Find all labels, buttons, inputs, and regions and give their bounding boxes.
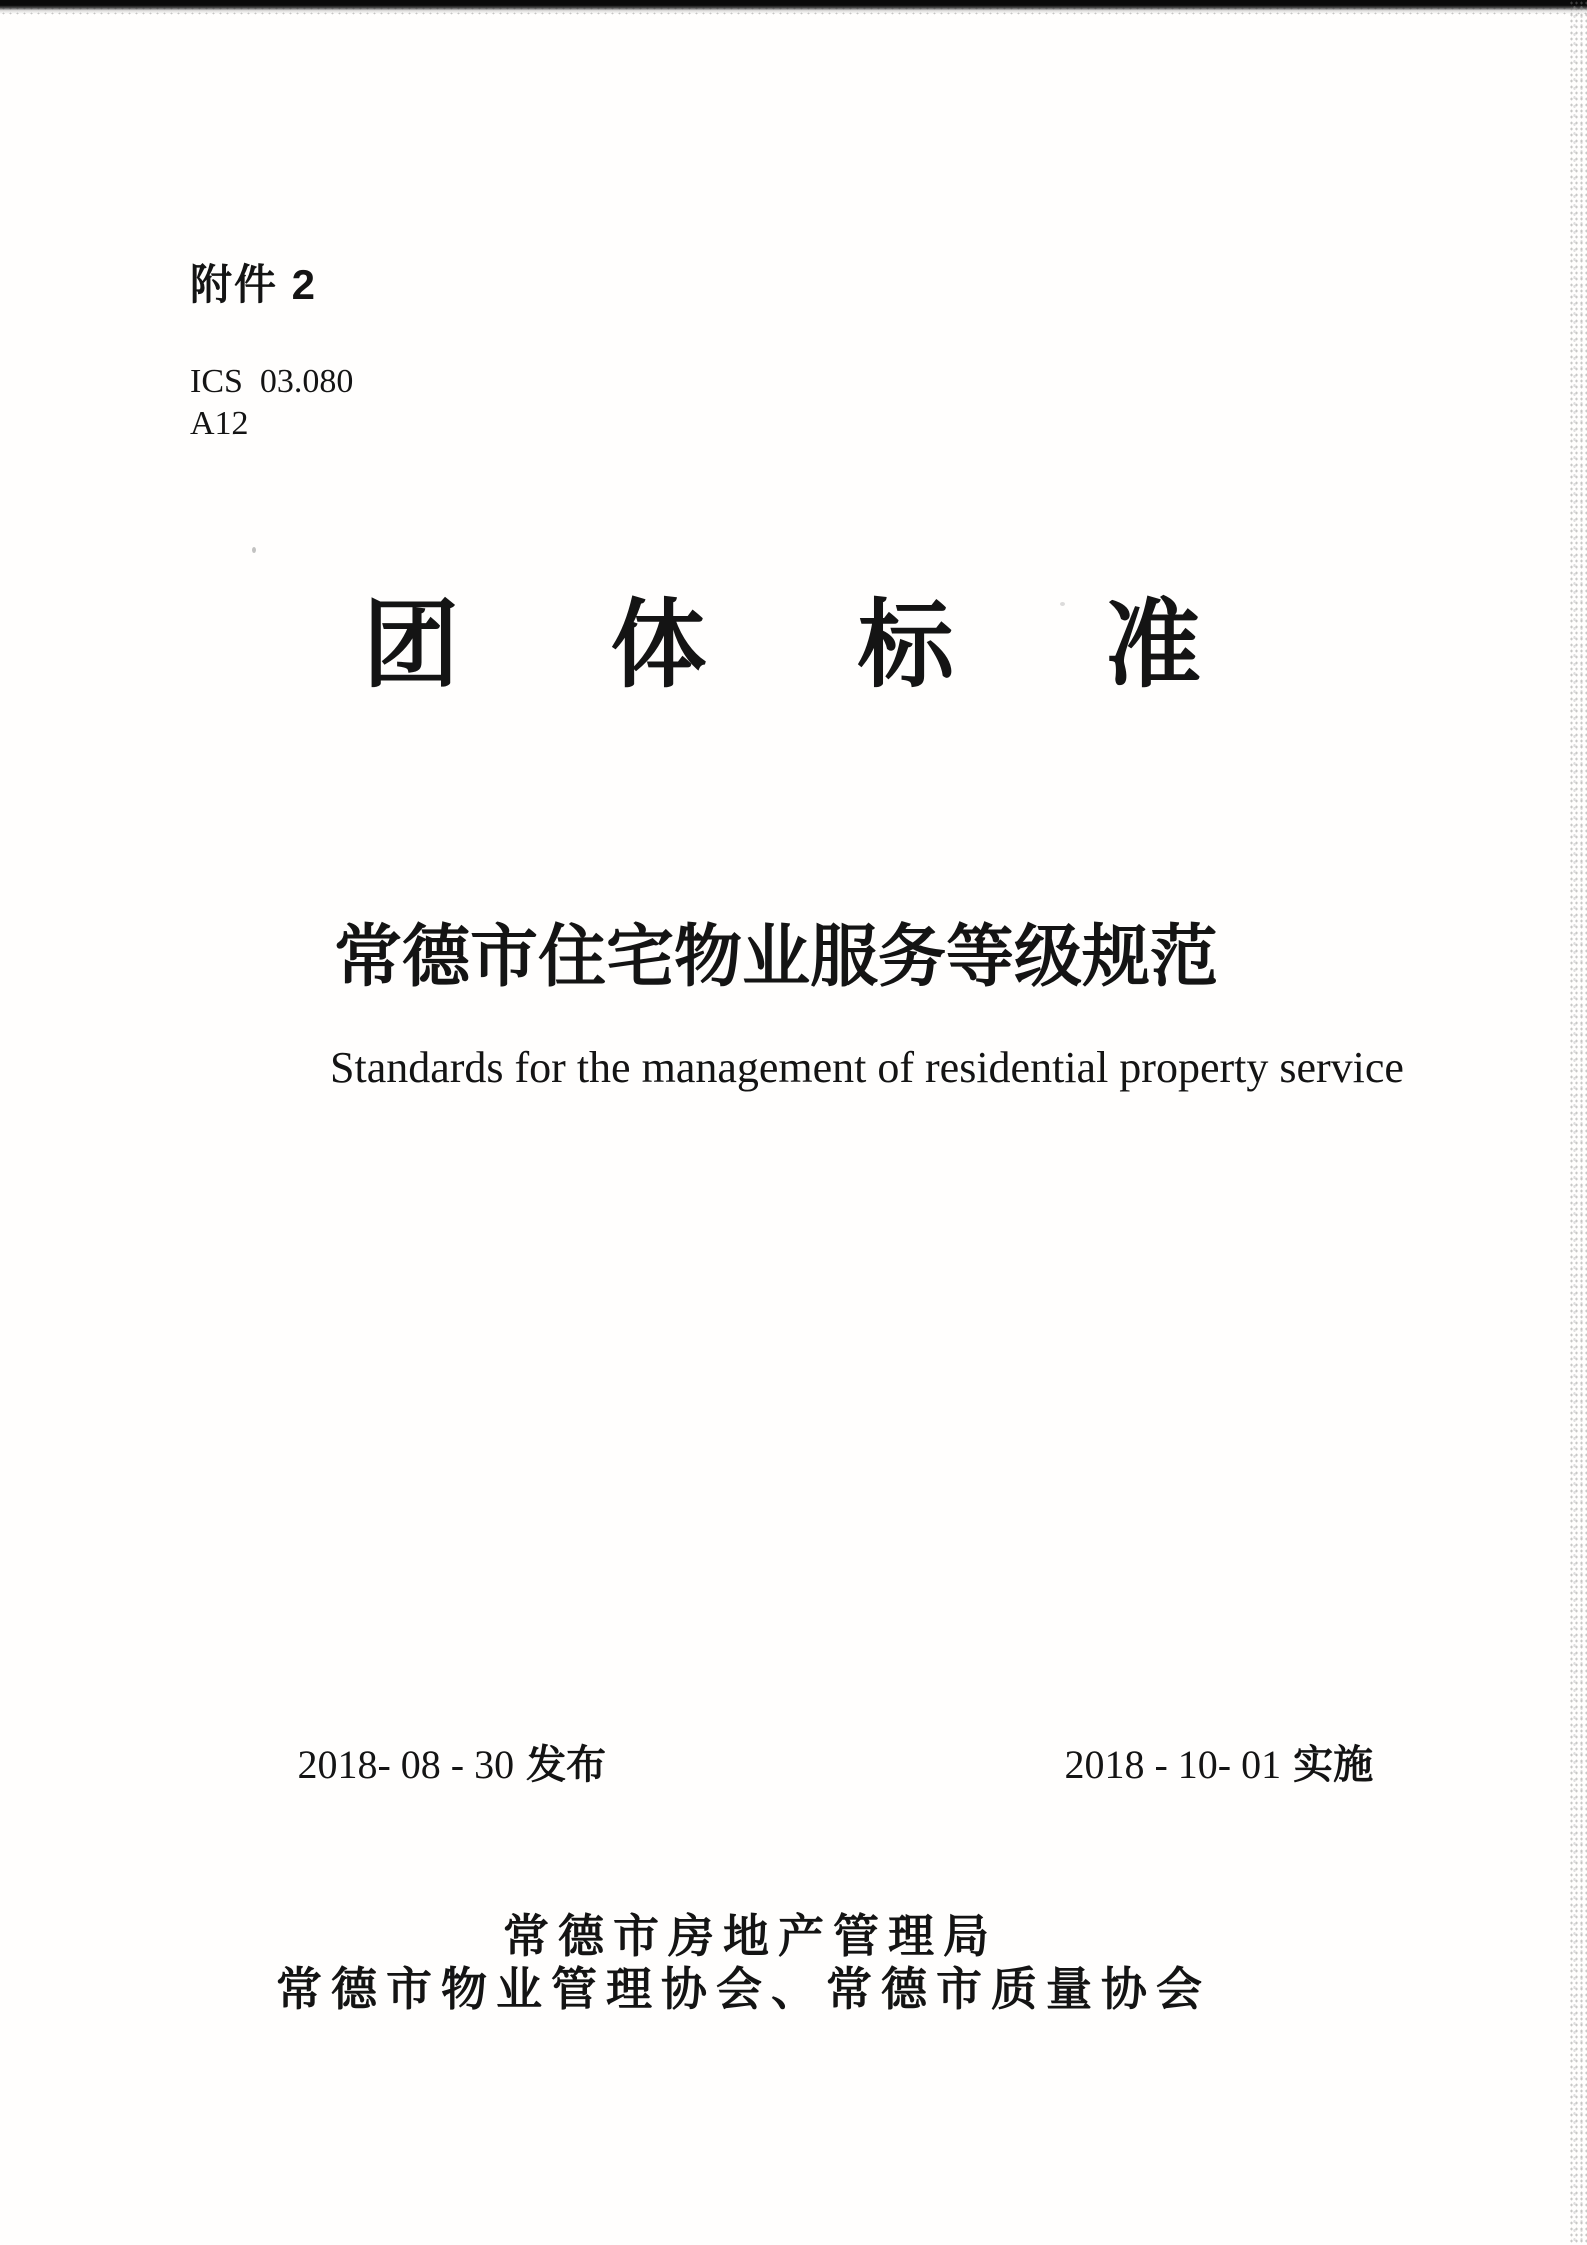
publisher-line-1: 常德市房地产管理局: [503, 1910, 998, 1962]
publisher-line-2: 常德市物业管理协会、常德市质量协会: [276, 1963, 1211, 2015]
standard-type-title: [363, 592, 1201, 699]
title-char-4: 准: [1104, 592, 1201, 699]
title-char-2: 体: [610, 592, 707, 699]
scan-artifact-top-edge: [0, 0, 1587, 14]
ics-code: ICS 03.080: [190, 363, 354, 400]
title-char-3: 标: [857, 592, 954, 699]
standard-title-english: Standards for the management of residential property service: [330, 1043, 1404, 1092]
issue-date-label: 发布: [526, 1743, 607, 1787]
issue-date-value: 2018- 08 - 30: [297, 1742, 515, 1787]
scan-speck: [252, 547, 256, 553]
issue-date-row: [253, 1688, 606, 1835]
title-char-1: 团: [363, 592, 459, 699]
attachment-label: 附件 2: [190, 261, 318, 308]
implement-date-label: 实施: [1293, 1743, 1374, 1787]
implement-date-row: [1020, 1688, 1373, 1835]
scan-artifact-right-edge: [1569, 0, 1587, 2245]
standard-title-chinese: 常德市住宅物业服务等级规范: [334, 919, 1219, 995]
implement-date-value: 2018 - 10- 01: [1064, 1742, 1282, 1787]
document-class-code: A12: [190, 405, 249, 442]
